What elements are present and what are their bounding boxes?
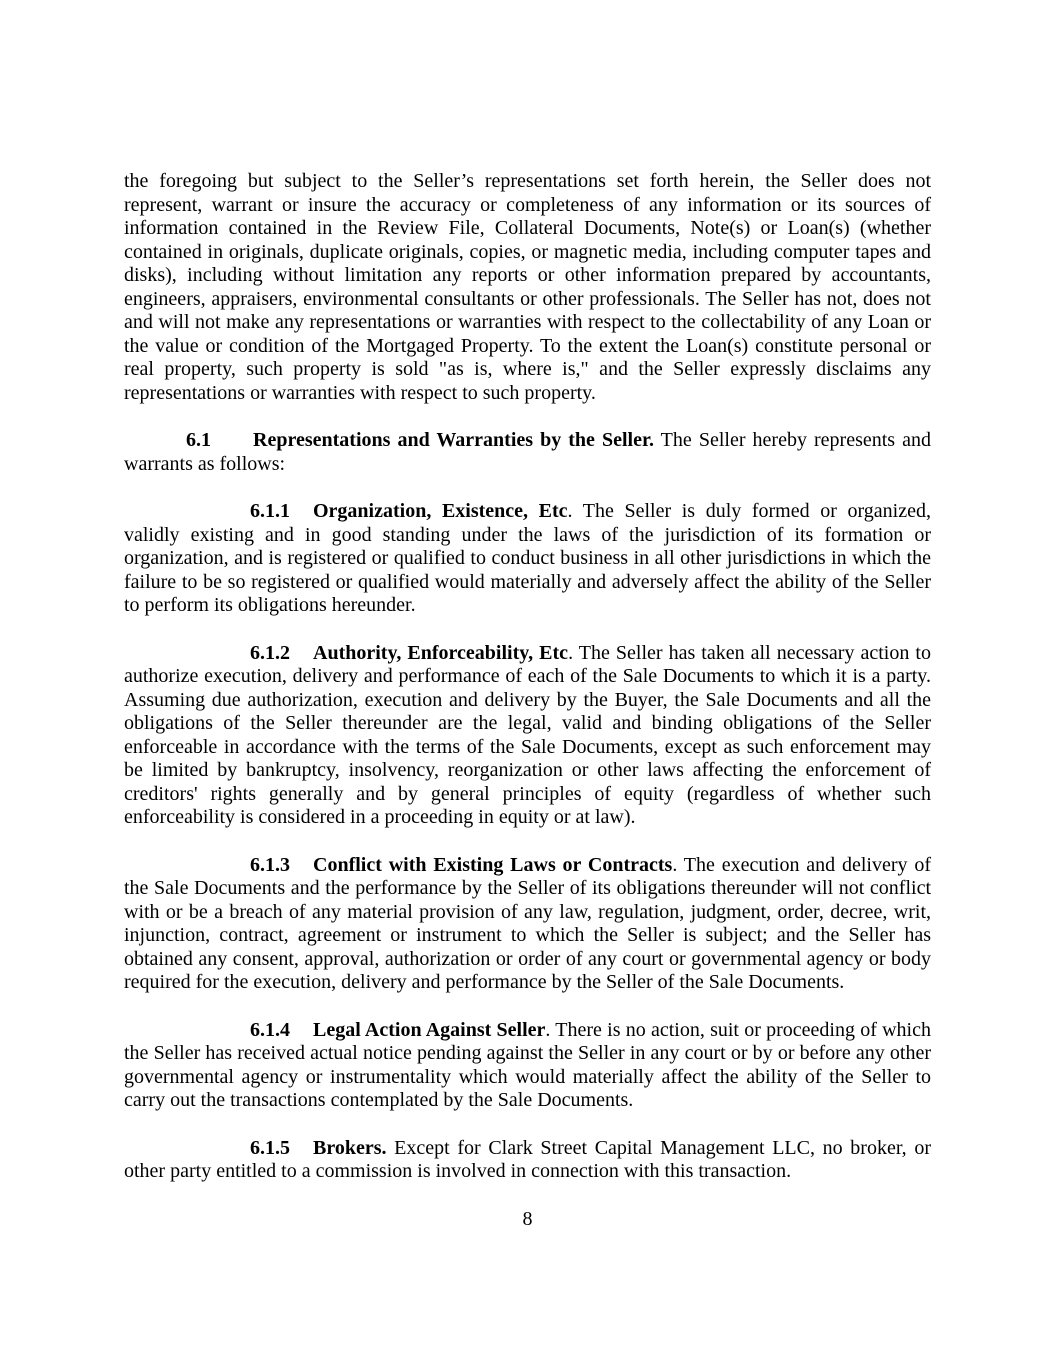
document-body xyxy=(124,170,931,1208)
section-heading: Conflict with Existing Laws or Contracts xyxy=(313,853,673,876)
section-6-1-4 xyxy=(124,1019,931,1113)
section-6-1-2 xyxy=(124,642,931,830)
section-number: 6.1.2 xyxy=(250,641,290,664)
paragraph-text: the foregoing but subject to the Seller’s representations set forth herein, the Seller does not represent, warrant or insure the accuracy or completeness of any information or its sources of information contained in the Review File, Collateral Documents, Note(s) or Loan(s) (whether contained in originals, duplicate originals, copies, or magnetic media, including computer tapes and disks), including without limitation any reports or other information prepared by accountants, engineers, appraisers, environmental consultants or other professionals. The Seller has not, does not and will not make any representations or warranties with respect to the collectability of any Loan or the value or condition of the Mortgaged Property. To the extent the Loan(s) constitute personal or real property, such property is sold "as is, where is," and the Seller expressly disclaims any representations or warranties with respect to such property. xyxy=(124,170,931,404)
section-6-1-1 xyxy=(124,500,931,618)
section-number: 6.1.5 xyxy=(250,1136,290,1159)
section-heading: Authority, Enforceability, Etc xyxy=(313,641,569,664)
section-body-text: . The execution and delivery of the Sale Documents and the performance by the Seller of its obligations thereunder will not conflict with or be a breach of any material provision of any law, regulation, judgment, order, decree, writ, injunction, contract, agreement or instrument to which the Seller is subject; and the Seller has obtained any consent, approval, authorization or order of any court or governmental agency or body required for the execution, delivery and performance by the Seller of the Sale Documents. xyxy=(124,853,932,993)
section-body-text: . The Seller is duly formed or organized, validly existing and in good standing under the laws of the jurisdiction of its formation or organization, and is registered or qualified to conduct business in all other jurisdictions in which the failure to be so registered or qualified would materially and adversely affect the ability of the Seller to perform its obligations hereunder. xyxy=(124,500,931,616)
section-heading: Brokers. xyxy=(313,1136,387,1159)
section-body-text: Except for Clark Street Capital Management LLC, no broker, or other party entitled to a commission is involved in connection with this transaction. xyxy=(124,1136,931,1182)
section-heading: Legal Action Against Seller xyxy=(313,1018,546,1041)
section-6-1-5 xyxy=(124,1137,931,1184)
section-number: 6.1.3 xyxy=(250,853,290,876)
section-6-1 xyxy=(124,429,931,476)
section-number: 6.1.1 xyxy=(250,500,290,522)
section-heading: Organization, Existence, Etc xyxy=(313,500,568,522)
paragraph-continuation xyxy=(124,170,931,405)
section-number: 6.1.4 xyxy=(250,1018,290,1041)
section-heading: Representations and Warranties by the Seller. xyxy=(253,429,654,451)
section-6-1-3 xyxy=(124,854,931,995)
section-body-text: . There is no action, suit or proceeding of which the Seller has received actual notice pending against the Seller in any court or by or before any other governmental agency or instrumentality which would materially affect the ability of the Seller to carry out the transactions contemplated by the Sale Documents. xyxy=(124,1018,931,1111)
section-body-text: The Seller hereby represents and warrants as follows: xyxy=(124,429,931,475)
page-number: 8 xyxy=(522,1208,533,1230)
section-number: 6.1 xyxy=(186,429,211,451)
section-body-text: . The Seller has taken all necessary action to authorize execution, delivery and performance of each of the Sale Documents to which it is a party. Assuming due authorization, execution and delivery by the Buyer, the Sale Documents and all the obligations of the Seller thereunder are the legal, valid and binding obligations of the Seller enforceable in accordance with the terms of the Sale Documents, except as such enforcement may be limited by bankruptcy, insolvency, reorganization or other laws affecting the enforcement of creditors' rights generally and by general principles of equity (regardless of whether such enforceability is considered in a proceeding in equity or at law). xyxy=(124,641,931,828)
